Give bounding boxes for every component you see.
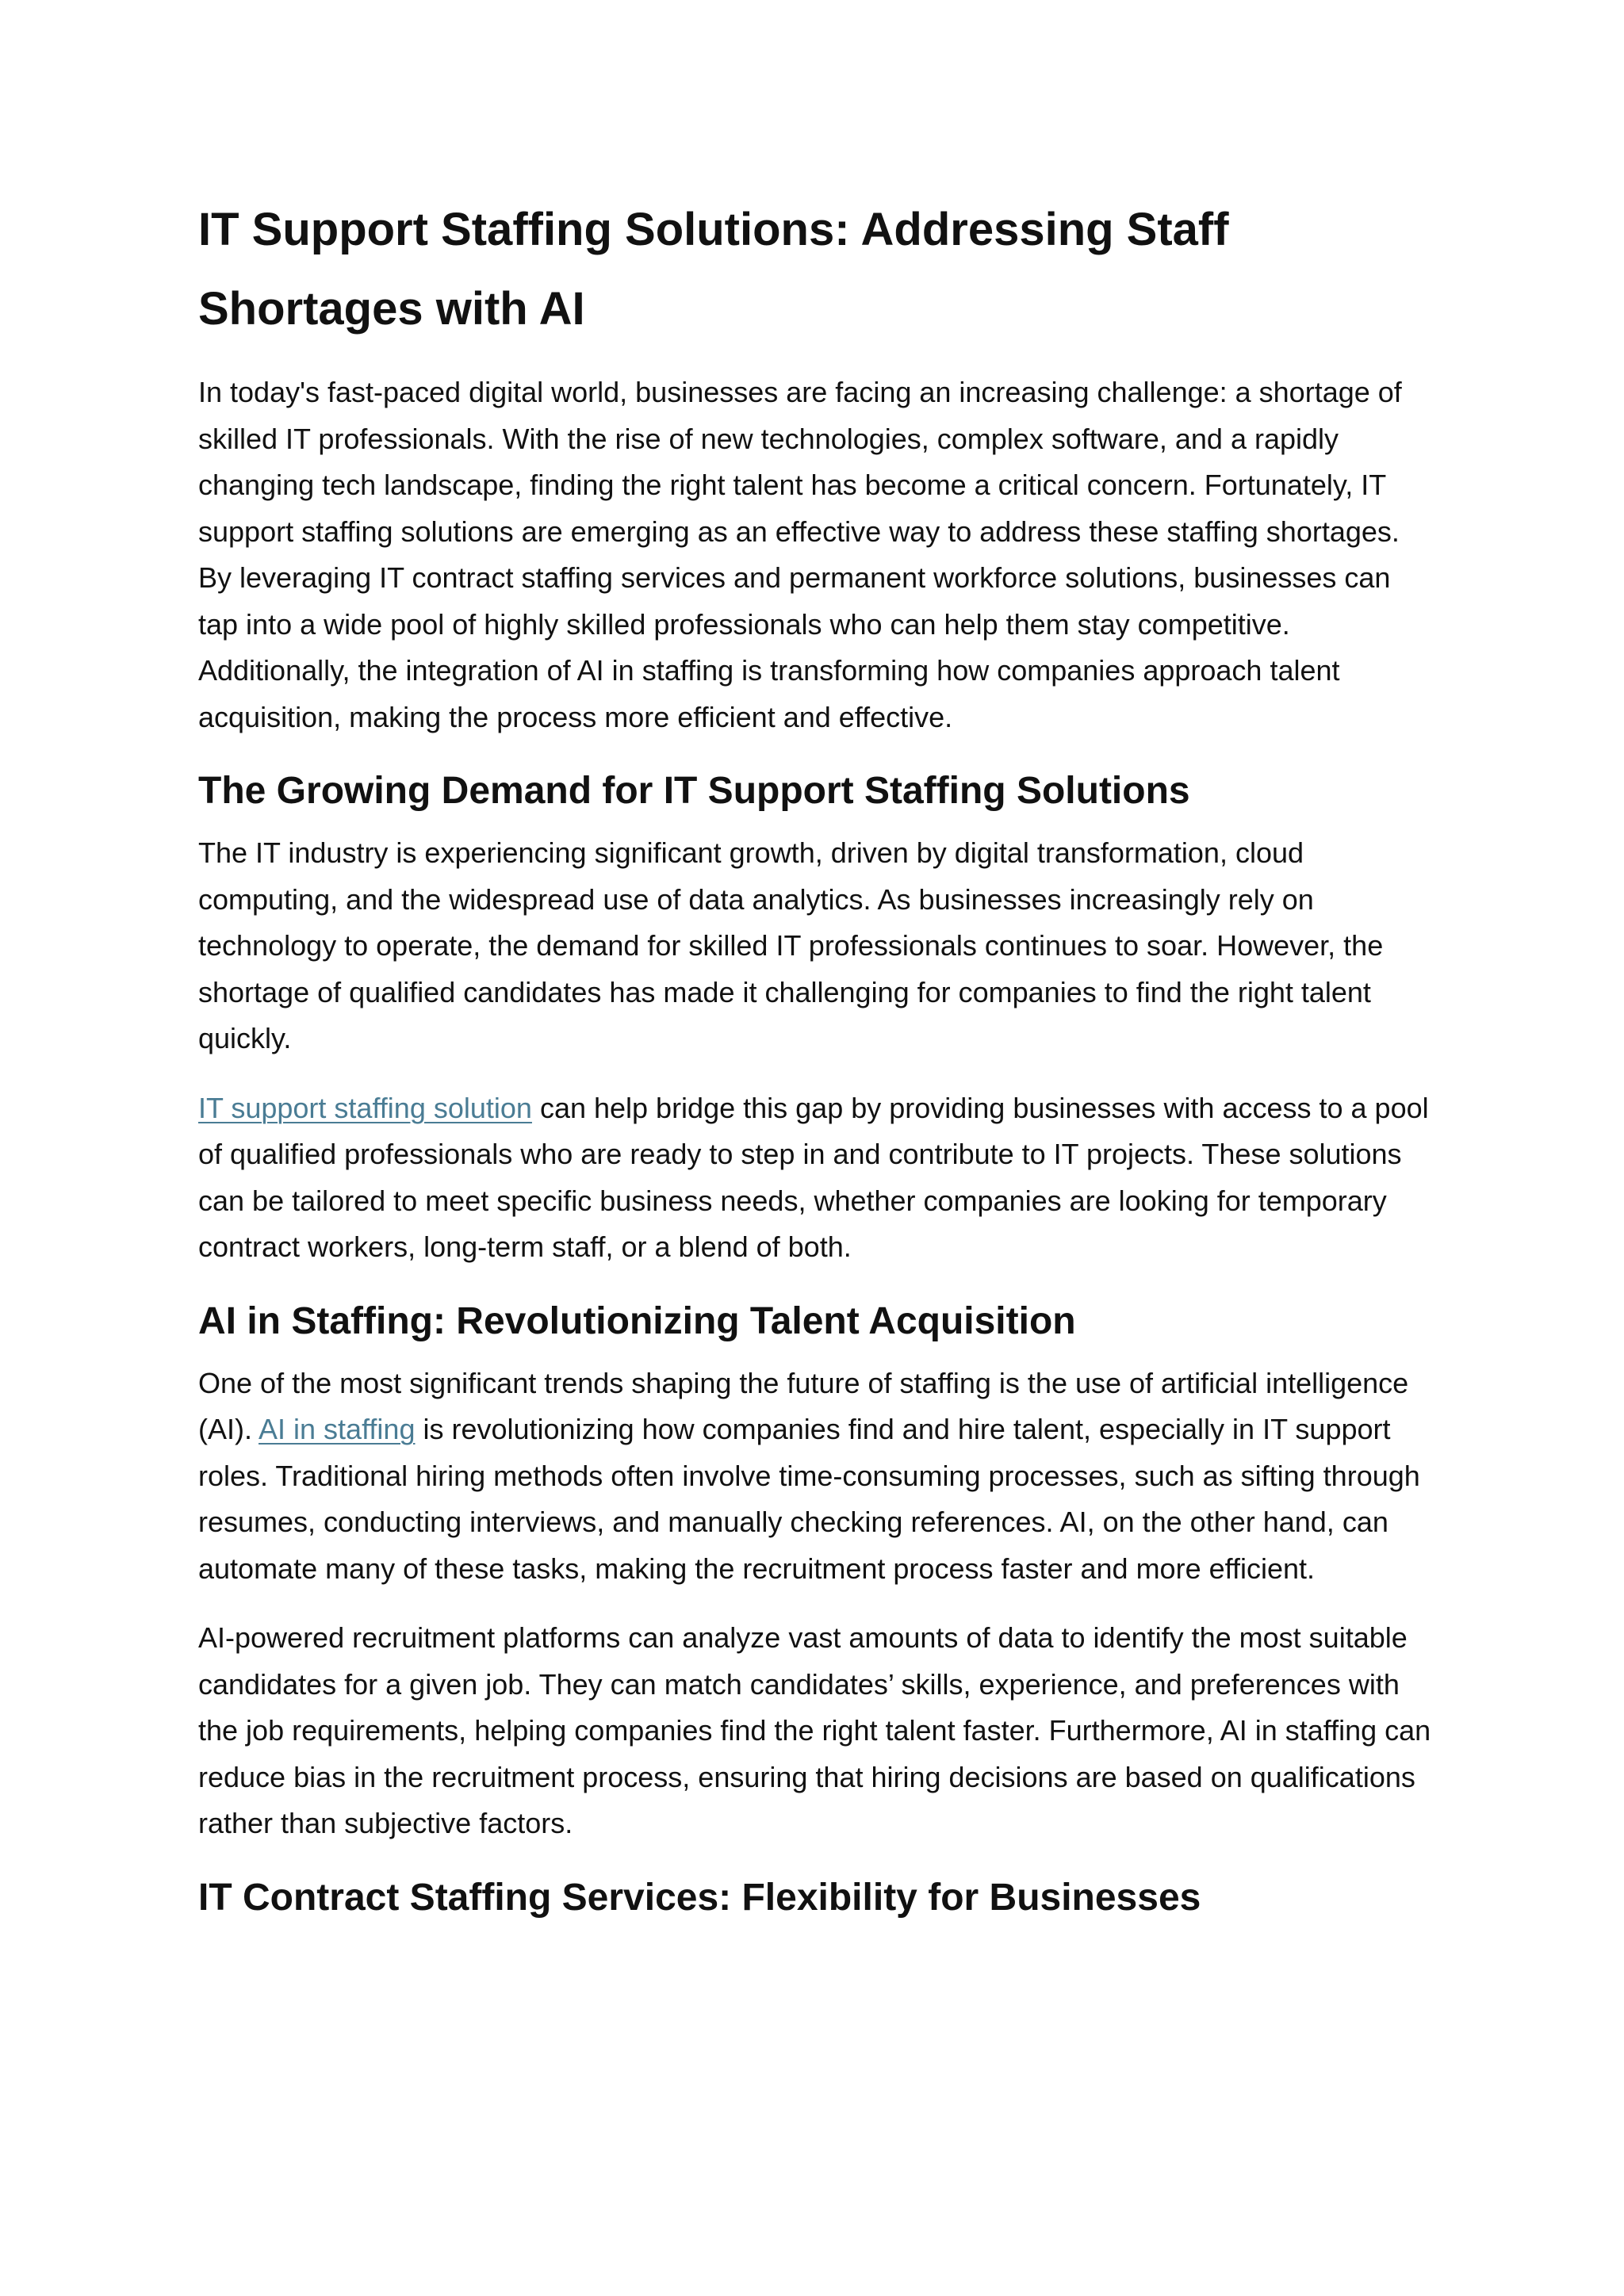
it-support-staffing-solution-link[interactable]: IT support staffing solution — [198, 1091, 532, 1124]
ai-in-staffing-link[interactable]: AI in staffing — [259, 1413, 416, 1445]
ai-in-staffing-paragraph — [198, 1360, 1435, 1593]
section-heading-growing-demand: The Growing Demand for IT Support Staffing Solutions — [198, 770, 1190, 812]
section-heading-ai-in-staffing: AI in Staffing: Revolutionizing Talent Acquisition — [198, 1299, 1076, 1342]
ai-recruitment-platforms-paragraph: AI-powered recruitment platforms can analyze vast amounts of data to identify the most suitable candidates for a given job. They can match candidates’ skills, experience, and preferences with the job requirements, helping companies find the right talent faster. Furthermore, AI in staffing can reduce bias in the recruitment process, ensuring that hiring decisions are based on qualifications rather than subjective factors. — [198, 1621, 1431, 1839]
section-heading-contract-staffing: IT Contract Staffing Services: Flexibility for Businesses — [198, 1876, 1201, 1919]
document-title: IT Support Staffing Solutions: Addressing Staff Shortages with AI — [198, 204, 1229, 335]
ai-paragraph-text-before: One of the most significant trends shaping the future of staffing is the use of artificial intelligence (AI). — [198, 1366, 1409, 1445]
document-page — [198, 190, 1435, 1937]
staffing-solution-paragraph — [198, 1085, 1435, 1271]
growing-demand-paragraph: The IT industry is experiencing significant growth, driven by digital transformation, cloud computing, and the widespread use of data analytics. As businesses increasingly rely on technology to operate, the demand for skilled IT professionals continues to soar. However, the shortage of qualified candidates has made it challenging for companies to find the right talent quickly. — [198, 836, 1384, 1054]
ai-paragraph-text-after: is revolutionizing how companies find and hire talent, especially in IT support roles. Traditional hiring methods often involve time-consuming processes, such as sifting through resumes, conducting interviews, and manually checking references. AI, on the other hand, can automate many of these tasks, making the recruitment process faster and more efficient. — [198, 1413, 1420, 1585]
staffing-solution-paragraph-text: can help bridge this gap by providing businesses with access to a pool of qualified professionals who are ready to step in and contribute to IT projects. These solutions can be tailored to meet specific business needs, whether companies are looking for temporary contract workers, long-term staff, or a blend of both. — [198, 1091, 1429, 1263]
intro-paragraph: In today's fast-paced digital world, businesses are facing an increasing challenge: a shortage of skilled IT professionals. With the rise of new technologies, complex software, and a rapidly changing tech landscape, finding the right talent has become a critical concern. Fortunately, IT support staffing solutions are emerging as an effective way to address these staffing shortages. By leveraging IT contract staffing services and permanent workforce solutions, businesses can tap into a wide pool of highly skilled professionals who can help them stay competitive. Additionally, the integration of AI in staffing is transforming how companies approach talent acquisition, making the process more efficient and effective. — [198, 376, 1402, 733]
